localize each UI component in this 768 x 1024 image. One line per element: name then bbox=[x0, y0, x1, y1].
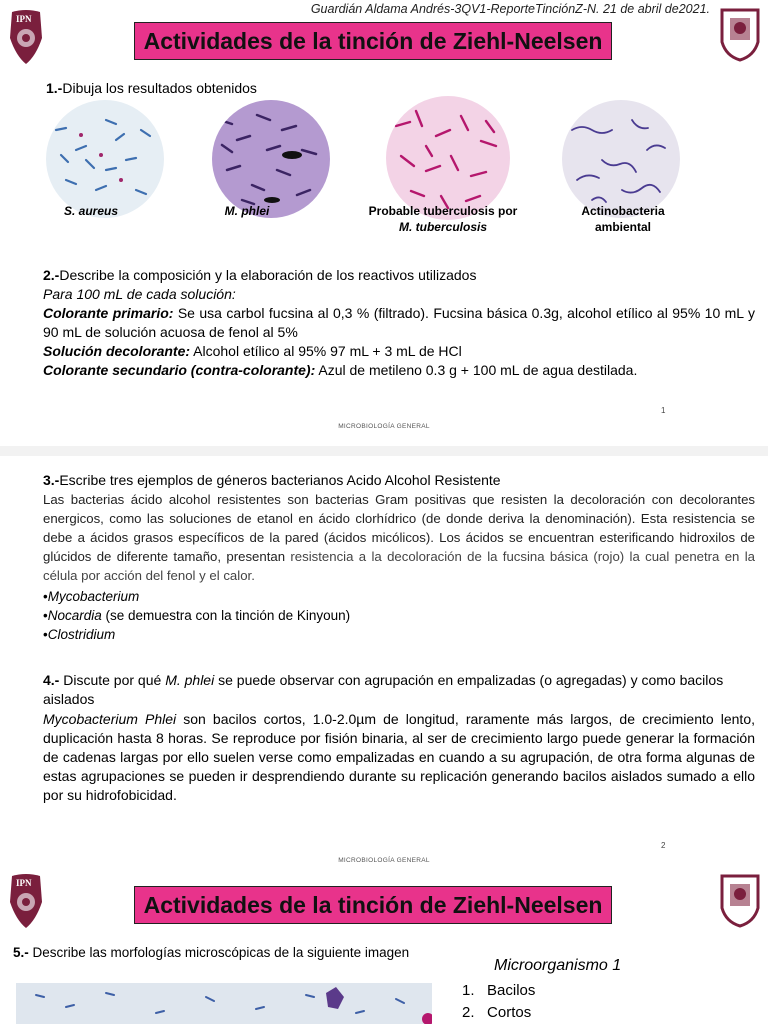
list-item: 2. Cortos bbox=[462, 1004, 532, 1021]
encb-seal-icon bbox=[718, 6, 762, 62]
tuberculosis-micrograph-icon bbox=[386, 96, 510, 220]
list-item: •Mycobacterium bbox=[43, 589, 140, 604]
actinobacteria-micrograph-icon bbox=[562, 100, 680, 218]
header-note: Guardián Aldama Andrés-3QV1-ReporteTinciónZ-N. 21 de abril de2021. bbox=[310, 2, 710, 16]
encb-seal-icon bbox=[718, 872, 762, 928]
page-number-1: 1 bbox=[661, 406, 666, 415]
m-phlei-micrograph-icon bbox=[212, 100, 330, 218]
question-4: 4.- Discute por qué M. phlei se puede observar con agrupación en empalizadas (o agregadas) y como bacilos aislados bbox=[43, 672, 724, 707]
q3-list bbox=[43, 587, 350, 644]
caption-actinobacteria: Actinobacteria ambiental bbox=[581, 204, 665, 234]
q2-answer: Para 100 mL de cada solución: Colorante primario: Se usa carbol fucsina al 0,3 % (filtrado). Fucsina básica 0.3g, alcohol etílico al 95% 10 mL y 90 mL de solución acuosa de fenol al 5% Solución decolorante: Alcohol etílico al 95% 97 mL + 3 mL de HCl Colorante secundario (contra-colorante): Azul de metileno 0.3 g + 100 mL de agua destilada. bbox=[43, 286, 755, 378]
caption-m-phlei: M. phlei bbox=[224, 204, 270, 218]
caption-tuberculosis: Probable tuberculosis por M. tuberculosis bbox=[368, 204, 518, 234]
page-title: Actividades de la tinción de Ziehl-Neelsen bbox=[134, 22, 612, 60]
page-title: Actividades de la tinción de Ziehl-Neelsen bbox=[134, 886, 612, 924]
q3-answer: Las bacterias ácido alcohol resistentes son bacterias Gram positivas que resisten la decoloración con decolorantes energicos, como las soluciones de etanol en ácido clorhídrico (de donde deriva la denominación). Esta resistencia se debe a ácidos grasos específicos de la pared (ácidos micólicos). Los ácidos se encuentran esterificando hidroxilos de glúcidos de diferente tamaño, presentan resistencia a la decoloración de la fucsina básica (rojo) la cual penetra en la célula por acción del fenol y el calor. bbox=[43, 492, 755, 583]
q4-answer: Mycobacterium Phlei son bacilos cortos, 1.0-2.0µm de longitud, raramente más largos, de crecimiento lento, duplicación hasta 8 horas. Se reproduce por fisión binaria, al ser de crecimiento largo puede generar la formación de cadenas largas por ello suelen verse como empalizadas en cuando a su agrupación, de otra forma algunas de estas agrupaciones se pueden ir desprendiendo durante su replicación generando bacilos aislados sumado a ello por su hidrofobicidad. bbox=[43, 711, 755, 803]
morphology-list bbox=[462, 980, 535, 1024]
list-item: •Clostridium bbox=[43, 627, 116, 642]
s-aureus-micrograph-icon bbox=[46, 100, 164, 218]
caption-s-aureus: S. aureus bbox=[63, 204, 119, 218]
footer-2: MICROBIOLOGÍA GENERAL bbox=[338, 857, 430, 864]
list-item: 1. Bacilos bbox=[462, 982, 536, 999]
svg-text:IPN: IPN bbox=[16, 878, 32, 888]
question-3: 3.-Escribe tres ejemplos de géneros bacterianos Acido Alcohol Resistente bbox=[43, 472, 501, 488]
ipn-logo-icon bbox=[6, 872, 46, 930]
question-1: 1.-Dibuja los resultados obtenidos bbox=[46, 80, 257, 96]
list-item: •Nocardia (se demuestra con la tinción de Kinyoun) bbox=[43, 608, 351, 623]
micro-title: Microorganismo 1 bbox=[494, 957, 622, 974]
stain-micrograph-icon bbox=[16, 983, 432, 1024]
ipn-logo-icon bbox=[6, 8, 46, 66]
page-number-2: 2 bbox=[661, 841, 666, 850]
question-2: 2.-Describe la composición y la elaboración de los reactivos utilizados bbox=[43, 267, 477, 283]
page-separator bbox=[0, 446, 768, 456]
svg-text:IPN: IPN bbox=[16, 14, 32, 24]
footer-1: MICROBIOLOGÍA GENERAL bbox=[338, 423, 430, 430]
question-5: 5.- Describe las morfologías microscópicas de la siguiente imagen bbox=[13, 945, 410, 960]
